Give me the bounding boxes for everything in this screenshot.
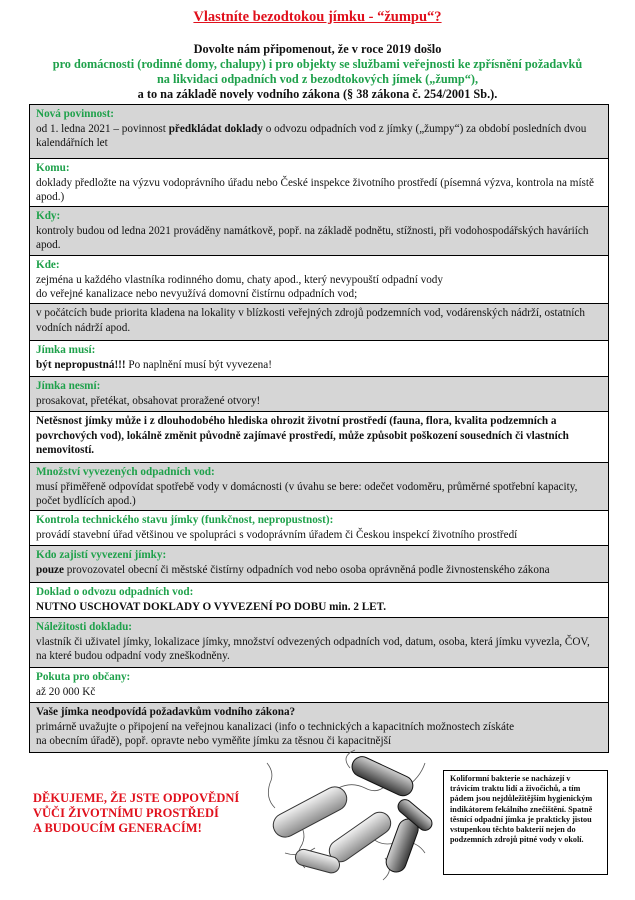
who-empties-bold: pouze	[36, 563, 64, 576]
info-table	[29, 104, 609, 753]
label-receipt: Doklad o odvozu odpadních vod:	[36, 586, 194, 598]
label-quantity: Množství vyvezených odpadních vod:	[36, 466, 215, 478]
fine-text: až 20 000 Kč	[36, 685, 96, 698]
receipt-details-text: vlastník či uživatel jímky, lokalizace jímky, množství odvezených odpadních vod, datum, osoba, která jímku vyvezla, ČOV, na které budou odpadní vody zneškodněny.	[36, 635, 590, 662]
row-leak-warning	[29, 412, 609, 463]
row-fine	[29, 668, 609, 703]
where-line-1: zejména u každého vlastníka rodinného domu, chaty apod., který nevypouští odpadní vody	[36, 273, 443, 286]
who-empties-text: provozovatel obecní či městské čistírny odpadních vod nebo osoba oprávněná podle živnostenského zákona	[63, 563, 550, 576]
must-not-text: prosakovat, přetékat, obsahovat proražené otvory!	[36, 394, 261, 407]
title-text: Vlastníte bezodtokou jímku - “žumpu“?	[193, 9, 442, 25]
row-priority	[29, 304, 609, 341]
when-text: kontroly budou od ledna 2021 prováděny namátkově, popř. na základě podnětu, stížnosti, při vodohospodářských haváriích apod.	[36, 224, 589, 251]
row-inspection	[29, 511, 609, 546]
bacteria-illustration	[255, 748, 445, 888]
label-receipt-details: Náležitosti dokladu:	[36, 621, 133, 633]
row-who-empties	[29, 546, 609, 583]
label-who-empties: Kdo zajistí vyvezení jímky:	[36, 549, 167, 561]
must-bold: být nepropustná!!!	[36, 358, 126, 371]
label-where: Kde:	[36, 259, 60, 271]
row-to-whom	[29, 159, 609, 207]
receipt-text: NUTNO USCHOVAT DOKLADY O VYVEZENÍ PO DOBU min. 2 LET.	[36, 600, 387, 613]
page-title	[0, 8, 635, 26]
must-text: Po naplnění musí být vyvezena!	[125, 358, 272, 371]
label-must-not: Jímka nesmí:	[36, 380, 101, 392]
coliform-info-text: Koliformní bakterie se nacházejí v trávicím traktu lidí a živočichů, a tím pádem jsou nejdůležitějším hygienickým indikátorem fekálního znečištění. Spatně těsnící odpadní jímka je prakticky jistou vstupenkou těchto bakterií nejen do podzemních zdrojů pitné vody v okolí.	[450, 774, 593, 845]
row-not-compliant	[29, 703, 609, 753]
intro-line-3: na likvidaci odpadních vod z bezodtokových jímek („žump“),	[156, 72, 479, 86]
row-must-not	[29, 377, 609, 412]
where-line-2: do veřejné kanalizace nebo nevyužívá domovní čistírnu odpadních vod;	[36, 288, 358, 300]
to-whom-text: doklady předložte na výzvu vodoprávního úřadu nebo České inspekce životního prostředí (písemná výzva, kontrola na místě apod.)	[36, 176, 594, 203]
label-inspection: Kontrola technického stavu jímky (funkčnost, nepropustnost):	[36, 514, 334, 526]
row-receipt	[29, 583, 609, 618]
new-obligation-text-2: o odvozu odpadních vod z jímky („žumpy“) za období posledních dvou kalendářních let	[36, 122, 587, 149]
new-obligation-bold: předkládat doklady	[168, 122, 263, 135]
label-fine: Pokuta pro občany:	[36, 671, 131, 683]
label-must: Jímka musí:	[36, 344, 96, 356]
label-when: Kdy:	[36, 210, 61, 222]
label-not-compliant: Vaše jímka neodpovídá požadavkům vodního zákona?	[36, 706, 296, 718]
label-to-whom: Komu:	[36, 162, 70, 174]
row-quantity	[29, 463, 609, 511]
row-must	[29, 341, 609, 377]
row-new-obligation	[29, 105, 609, 159]
coliform-info-box	[443, 770, 608, 875]
row-where	[29, 256, 609, 304]
intro-line-4: a to na základě novely vodního zákona (§ 38 zákona č. 254/2001 Sb.).	[137, 87, 498, 101]
intro-line-2: pro domácnosti (rodinné domy, chalupy) i pro objekty se službami veřejnosti ke zpřísnění požadavků	[52, 57, 583, 71]
row-when	[29, 207, 609, 256]
not-compliant-line-1: primárně uvažujte o připojení na veřejnou kanalizaci (info o technických a kapacitních možnostech získáte	[36, 720, 515, 733]
thanks-line-3: A BUDOUCÍM GENERACÍM!	[33, 821, 202, 835]
quantity-text: musí přiměřeně odpovídat spotřebě vody v domácnosti (v úvahu se bere: odečet vodoměru, průměrné spotřební kapacity, počet bydlících apod.)	[36, 480, 578, 507]
leak-warning-text: Netěsnost jímky může i z dlouhodobého hlediska ohrozit životní prostředí (fauna, flora, kvalita podzemních a povrchových vod), lokálně změnit původně zajímavé prostředí, může způsobit poškození sousedních či vlastních nemovitostí.	[36, 415, 569, 456]
priority-text: v počátcích bude priorita kladena na lokality v blízkosti veřejných zdrojů podzemních vod, vodárenských nádrží, ostatních vodních nádrží apod.	[36, 307, 585, 334]
thank-you-message	[33, 791, 273, 836]
new-obligation-text-1: od 1. ledna 2021 – povinnost	[36, 122, 169, 135]
thanks-line-2: VŮČI ŽIVOTNÍMU PROSTŘEDÍ	[33, 806, 219, 820]
row-receipt-details	[29, 618, 609, 668]
not-compliant-line-2: na obecním úřadě), popř. opravte nebo vyměňte jímku za těsnou či kapacitnější	[36, 735, 392, 747]
thanks-line-1: DĚKUJEME, ŽE JSTE ODPOVĚDNÍ	[33, 791, 240, 805]
intro-line-1: Dovolte nám připomenout, že v roce 2019 došlo	[193, 42, 442, 56]
label-new-obligation: Nová povinnost:	[36, 108, 115, 120]
inspection-text: provádí stavební úřad většinou ve spolupráci s vodoprávním úřadem či Českou inspekcí životního prostředí	[36, 528, 518, 541]
intro	[0, 42, 635, 102]
